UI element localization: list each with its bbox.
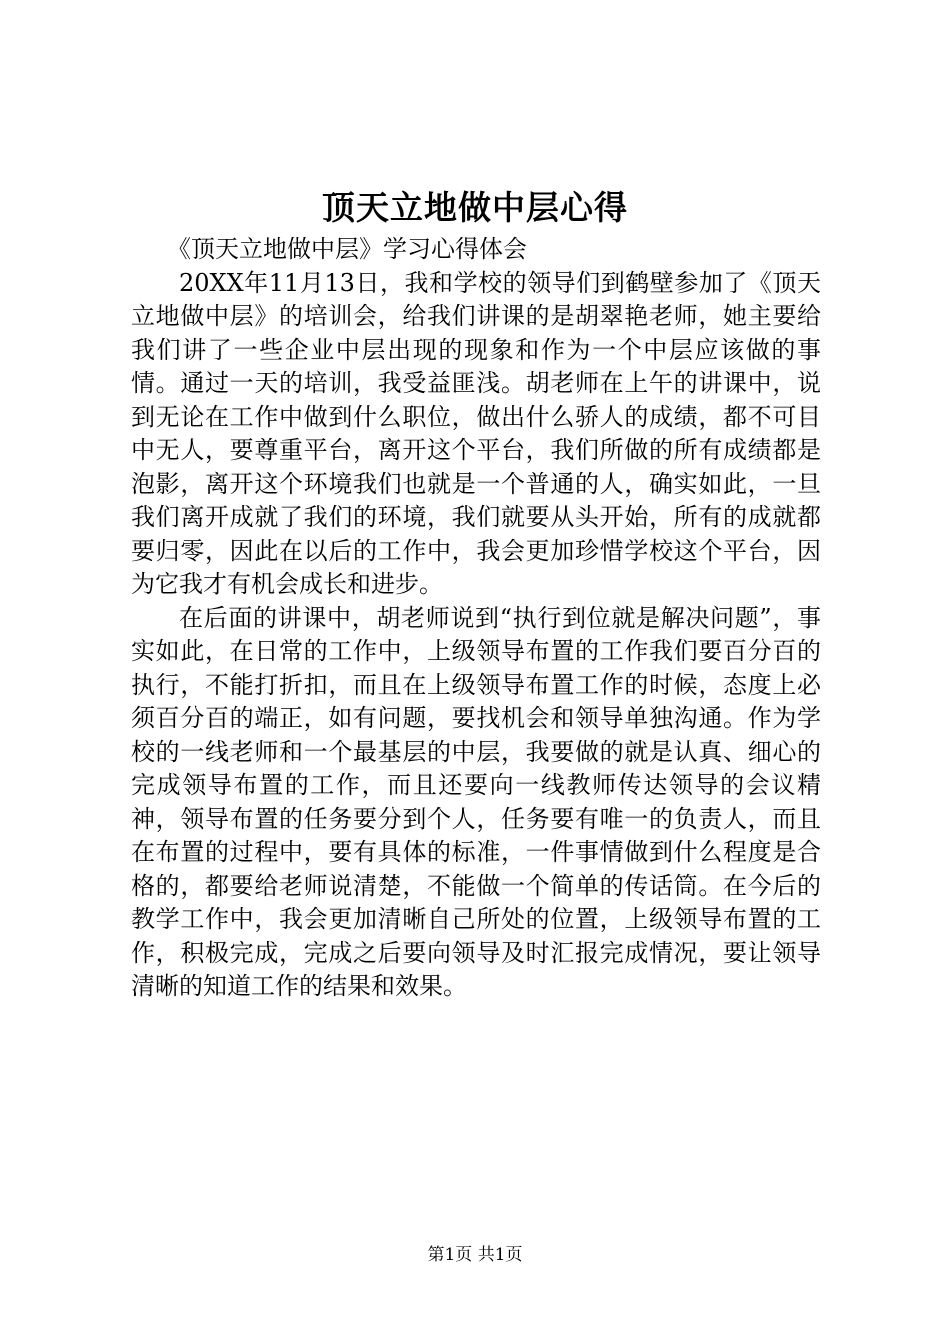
page-title: 顶天立地做中层心得 [322, 188, 628, 227]
page-number-footer: 第1页 共1页 [427, 1245, 523, 1265]
document-subtitle: 《顶天立地做中层》学习心得体会 [167, 235, 527, 263]
body-paragraph-2: 在后面的讲课中，胡老师说到“执行到位就是解决问题”，事实如此，在日常的工作中，上级领导布置的工作我们要百分百的执行，不能打折扣，而且在上级领导布置工作的时候，态度上必须百分百的端正，如有问题，要找机会和领导单独沟通。作为学校的一线老师和一个最基层的中层，我要做的就是认真、细心的完成领导布置的工作，而且还要向一线教师传达领导的会议精神，领导布置的任务要分到个人，任务要有唯一的负责人，而且在布置的过程中，要有具体的标准，一件事情做到什么程度是合格的，都要给老师说清楚，不能做一个简单的传话筒。在今后的教学工作中，我会更加清晰自己所处的位置，上级领导布置的工作，积极完成，完成之后要向领导及时汇报完成情况，要让领导清晰的知道工作的结果和效果。 [131, 603, 821, 1000]
body-paragraph-1: 20XX年11月13日，我和学校的领导们到鹤壁参加了《顶天立地做中层》的培训会，给我们讲课的是胡翠艳老师，她主要给我们讲了一些企业中层出现的现象和作为一个中层应该做的事情。通过一天的培训，我受益匪浅。胡老师在上午的讲课中，说到无论在工作中做到什么职位，做出什么骄人的成绩，都不可目中无人，要尊重平台，离开这个平台，我们所做的所有成绩都是泡影，离开这个环境我们也就是一个普通的人，确实如此，一旦我们离开成就了我们的环境，我们就要从头开始，所有的成就都要归零，因此在以后的工作中，我会更加珍惜学校这个平台，因为它我才有机会成长和进步。 [131, 268, 821, 598]
document-body [131, 233, 821, 1004]
